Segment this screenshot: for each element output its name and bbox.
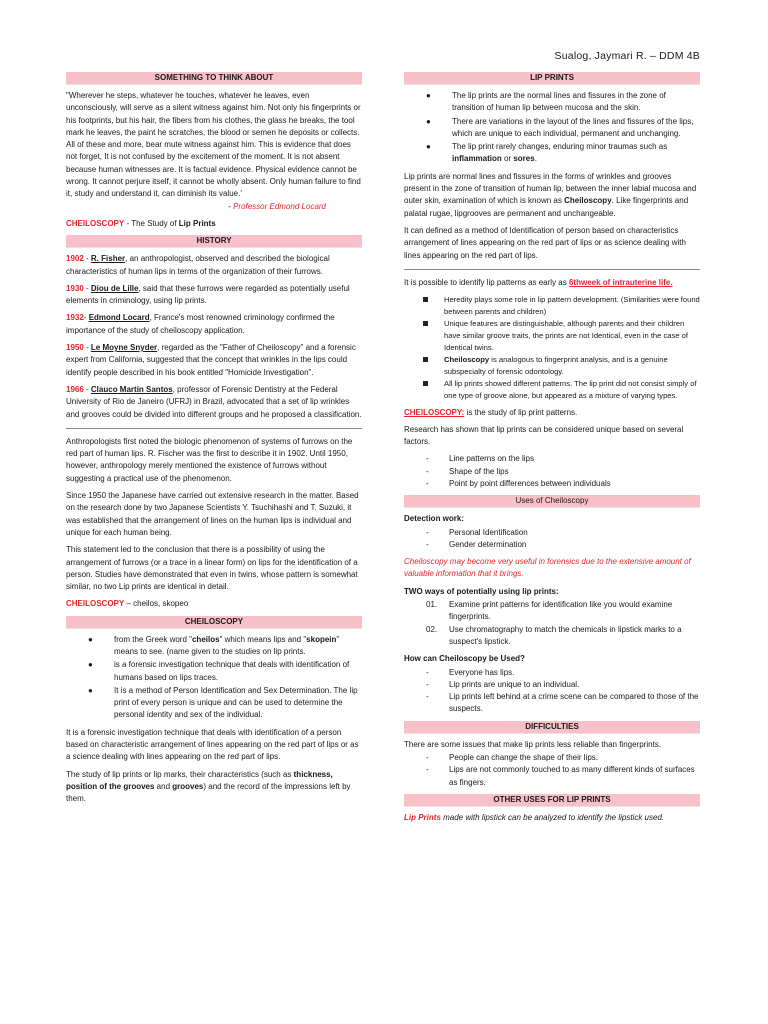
two-ways-list (404, 599, 700, 648)
para-text: Lip prints are normal lines and fissures in the forms of wrinkles and grooves present in the zone of transition of human lip, between the inner labial mucosa and outer skin, examination of which is known as (404, 171, 697, 206)
dash-marker: - (426, 478, 429, 488)
history-year: 1966 (66, 384, 84, 394)
square-bullet-icon (423, 297, 428, 302)
para-text: It is possible to identify lip patterns as early as (404, 277, 569, 287)
paragraph-study (66, 769, 362, 806)
item-text: Everyone has lips. (449, 667, 515, 677)
history-name: Le Moyne Snyder (90, 343, 158, 353)
right-column (404, 70, 700, 829)
bullet-bold: cheilos (191, 634, 220, 644)
bullet-text: There are variations in the layout of the lines and fissures of the lips, which are unique to each individual, permanent and unchanging. (452, 116, 694, 138)
history-entry (66, 253, 362, 278)
left-column (66, 70, 362, 811)
history-text: , an anthropologist, observed and described the biological characteristics of human lips in terms of the organization of their furrows. (66, 254, 330, 276)
detection-list (404, 527, 700, 552)
list-item (404, 691, 700, 716)
history-name: Clauco Martin Santos (90, 384, 173, 394)
difficulties-list (404, 752, 700, 789)
bullet-icon: ● (426, 91, 431, 100)
section-header-difficulties: DIFFICULTIES (404, 721, 700, 734)
other-uses-line (404, 812, 700, 824)
list-item (66, 634, 362, 659)
useful-note: Cheiloscopy may become very useful in forensics due to the extensive amount of valuable information that it brings. (404, 557, 691, 579)
quote-author: Professor Edmond Locard (233, 201, 326, 211)
etymology-line (66, 598, 362, 610)
history-sep: - (83, 343, 91, 353)
cheiloscopy-term: CHEILOSCOPY (66, 218, 125, 228)
dash-marker: - (426, 765, 429, 775)
history-name: R. Fisher (90, 254, 126, 264)
cheiloscopy-sub-bold: Lip Prints (178, 218, 216, 228)
para-text: The study of lip prints or lip marks, their characteristics (such as (66, 769, 294, 779)
section-header-other-uses: OTHER USES FOR LIP PRINTS (404, 794, 700, 807)
bullet-icon: ● (88, 660, 93, 670)
section-header-think: SOMETHING TO THINK ABOUT (66, 72, 362, 85)
history-entry (66, 312, 362, 337)
history-sep: - (83, 313, 89, 323)
item-text: Line patterns on the lips (449, 454, 534, 464)
definition-text: is the study of lip print patterns. (464, 407, 578, 417)
list-item (404, 478, 700, 490)
bullet-bold: inflammation (452, 154, 502, 164)
factors-list (404, 453, 700, 490)
item-text: Point by point differences between individuals (449, 478, 611, 488)
bullet-text: Unique features are distinguishable, although parents and their children have similar groove traits, the prints are not Identical, even in the case of Identical twins. (444, 319, 688, 352)
list-item (404, 539, 700, 551)
paragraph-conclusion: This statement led to the conclusion that there is a possibility of using the arrangement of furrows (or a trace in a linear form) on lips for the identification of a person. Studies have demonstrated that even in twins, whose pattern is somewhat similar, no two Lip prints are identical in detail. (66, 545, 358, 592)
item-text: Use chromatography to match the chemicals in lipstick marks to a suspect's lipstick. (449, 624, 682, 646)
list-item (404, 318, 700, 353)
bullet-text: " means to see. (name given to the studies on lip prints. (114, 634, 340, 656)
bullet-icon: ● (88, 634, 93, 644)
quote-attribution (66, 201, 362, 213)
bullet-text: is a forensic investigation technique that deals with identification of humans based on lips traces. (114, 660, 350, 682)
author-line: Sualog, Jaymari R. – DDM 4B (554, 50, 700, 62)
paragraph-early (404, 277, 700, 289)
square-bullet-icon (423, 381, 428, 386)
dash-marker: - (426, 454, 429, 464)
para-text: . Like fingerprints and palatal rugae, lipgrooves are permanent and unchangeable. (404, 196, 689, 218)
list-item (404, 599, 700, 624)
dash-marker: - (426, 667, 429, 677)
item-text: Lips are not commonly touched to as many different kinds of surfaces as fingers. (449, 765, 695, 787)
item-text: Lip prints left behind at a crime scene can be compared to those of the suspects. (449, 692, 699, 714)
history-text: , said that these furrows were regarded as potentially useful elements in criminology, using lip prints. (66, 283, 350, 306)
list-item (404, 378, 700, 401)
para-highlight: 6thweek of intrauterine life. (568, 277, 673, 287)
item-text: Gender determination (449, 539, 527, 549)
list-item (404, 679, 700, 691)
bullet-text: is analogous to fingerprint analysis, and is a genuine subspecialty of forensic odontology. (444, 355, 668, 376)
list-item (404, 624, 700, 649)
item-text: People can change the shape of their lips. (449, 753, 598, 763)
history-entry (66, 384, 362, 421)
dash-marker: - (426, 679, 429, 689)
bullet-text: Heredity plays some role in lip pattern development. (Similarities were found between parents and children) (444, 295, 700, 316)
square-bullet-icon (423, 321, 428, 326)
how-list (404, 667, 700, 716)
list-item (404, 354, 700, 377)
item-text: Lip prints are unique to an individual. (449, 679, 580, 689)
list-item (404, 453, 700, 465)
history-sep: - (83, 384, 91, 394)
paragraph-technique: It is a forensic investigation technique that deals with identification of a person based on characteristic arrangement of lines appearing on the red part of lips or as a science dealing with lines appearing on the red part of lips. (66, 727, 359, 762)
para-text: ) and the record of the impressions left by them. (66, 781, 351, 804)
quote-dash: - (228, 201, 234, 211)
list-item (404, 294, 700, 317)
history-entry (66, 283, 362, 308)
bullet-text: . (534, 154, 537, 164)
history-sep: - (83, 283, 91, 293)
history-year: 1930 (66, 283, 84, 293)
list-item (404, 116, 700, 141)
bullet-icon: ● (426, 116, 431, 126)
bullet-bold: sores (513, 154, 535, 164)
bullet-text: from the Greek word " (114, 634, 192, 644)
bullet-icon: ● (426, 142, 431, 152)
dash-marker: - (426, 527, 429, 537)
paragraph-research: Research has shown that lip prints can be considered unique based on several factors. (404, 424, 684, 447)
list-item (66, 685, 362, 722)
bullet-text: or (501, 154, 514, 164)
detection-title: Detection work: (404, 514, 465, 524)
para-bold: thickness, position of the grooves (66, 769, 333, 791)
other-uses-term: Lip Prints (404, 812, 441, 822)
bullet-text: It is a method of Person Identification and Sex Determination. The lip print of every person is unique and can be used to determine the personal identity and sex of the individual. (114, 685, 358, 720)
list-item (404, 141, 700, 166)
lip-prints-bullets (404, 90, 700, 166)
history-name: Edmond Locard (88, 313, 150, 323)
list-item (404, 764, 700, 789)
history-list (66, 253, 362, 421)
para-bold: Cheiloscopy (564, 196, 612, 206)
paragraph-anthropologists: Anthropologists first noted the biologic phenomenon of systems of furrows on the red part of human lips. R. Fischer was the first to describe it in 1902. Until 1950, however, anthropology merely mentioned the existence of furrows without suggesting a practical use of the phenomenon. (66, 436, 353, 483)
bullet-bold: Cheiloscopy (444, 355, 490, 365)
section-header-cheiloscopy: CHEILOSCOPY (66, 616, 362, 629)
item-text: Shape of the lips (449, 466, 509, 476)
definition-line (404, 407, 700, 419)
section-header-uses: Uses of Cheiloscopy (404, 495, 700, 508)
cheiloscopy-sub: - The Study of (124, 218, 179, 228)
dash-marker: - (426, 692, 429, 702)
list-item (404, 90, 700, 115)
list-item (404, 667, 700, 679)
history-text: , regarded as the "Father of Cheiloscopy" and a forensic expert from California, suggested that the concept that wrinkles in the lips could identify people described in his book entitled "Homicide Investigation". (66, 343, 356, 377)
item-number: 02. (426, 624, 438, 634)
cheiloscopy-title-line (66, 218, 362, 230)
bullet-text: The lip print rarely changes, enduring minor traumas such as (452, 142, 668, 152)
square-bullet-icon (423, 357, 428, 362)
list-item (404, 527, 700, 539)
divider (66, 428, 362, 429)
locard-quote: "Wherever he steps, whatever he touches, whatever he leaves, even unconsciously, will serve as a silent witness against him. Not only his fingerprints or his footprints, but his hair, the fibers from his clothes, the glass he breaks, the tool mark he leaves, the paint he scratches, the blood or semen he deposits or collects. All of these and more, bear mute witness against him. This is evidence that does not forget, It is not confused by the excitement of the moment. It is not absent because human witnesses are. It is factual evidence. Physical evidence cannot be wrong. It cannot perjure itself, it cannot be wholly absent. Only human failure to find it, study and understand it, can diminish its value.' (66, 91, 361, 199)
list-item (66, 659, 362, 684)
paragraph-japanese: Since 1950 the Japanese have carried out extensive research in the matter. Based on the research done by two Japanese Scientists Y. Tsuchihashi and T. Suzuki, it was established that the arrangement of lines on the human lips is individual and unique for each human being. (66, 491, 359, 537)
item-text: Personal Identification (449, 527, 528, 537)
history-name: Diou de Lille (90, 283, 139, 293)
cheiloscopy-bullets (66, 634, 362, 722)
history-sep: - (83, 254, 91, 264)
para-text: and (154, 781, 173, 791)
etymology-term: CHEILOSCOPY (66, 599, 125, 609)
dash-marker: - (426, 466, 429, 476)
definition-term: CHEILOSCOPY: (404, 407, 465, 417)
history-entry (66, 342, 362, 379)
bullet-icon: ● (88, 685, 93, 695)
difficulties-intro: There are some issues that make lip prints less reliable than fingerprints. (404, 739, 662, 749)
section-header-lip-prints: LIP PRINTS (404, 72, 700, 85)
bullet-text: " which means lips and " (219, 634, 307, 644)
divider (404, 269, 700, 270)
paragraph-definition: It can defined as a method of Identification of person based on characteristics arrangement of lines appearing on the red part of lips or as science dealing with lines appearing on the red part of lips. (404, 225, 686, 260)
history-year: 1902 (66, 254, 84, 264)
how-title: How can Cheiloscopy be Used? (404, 654, 525, 664)
section-header-history: HISTORY (66, 235, 362, 248)
item-text: Examine print patterns for identification like you would examine fingerprints. (449, 600, 673, 622)
dash-marker: - (426, 539, 429, 549)
para-bold: grooves (172, 781, 204, 791)
item-number: 01. (426, 600, 438, 610)
paragraph-lip-prints (404, 171, 700, 220)
bullet-text: All lip prints showed different patterns. The lip print did not consist simply of one type of groove alone, but appeared as a mixture of varying types. (444, 379, 697, 400)
etymology-text: – cheilos, skopeo (124, 599, 189, 609)
dash-marker: - (426, 753, 429, 763)
list-item (404, 466, 700, 478)
two-ways-title: TWO ways of potentially using lip prints: (404, 586, 559, 596)
bullet-bold: skopein (306, 634, 337, 644)
bullet-text: The lip prints are the normal lines and fissures in the zone of transition of human lip between mucosa and the skin. (452, 91, 666, 113)
history-year: 1932 (66, 313, 84, 323)
history-year: 1950 (66, 343, 84, 353)
list-item (404, 752, 700, 764)
history-text: , professor of Forensic Dentistry at the Federal University of Rio de Janeiro (UFRJ) in Brazil, advocated that a set of lip wrinkles and grooves could be divided into different groups and he proposed a classification. (66, 384, 362, 419)
heredity-bullets (404, 294, 700, 401)
history-text: , France's most renowned criminology confirmed the importance of the study of cheiloscopy application. (66, 313, 335, 335)
other-uses-text: made with lipstick can be analyzed to identify the lipstick used. (440, 812, 665, 822)
